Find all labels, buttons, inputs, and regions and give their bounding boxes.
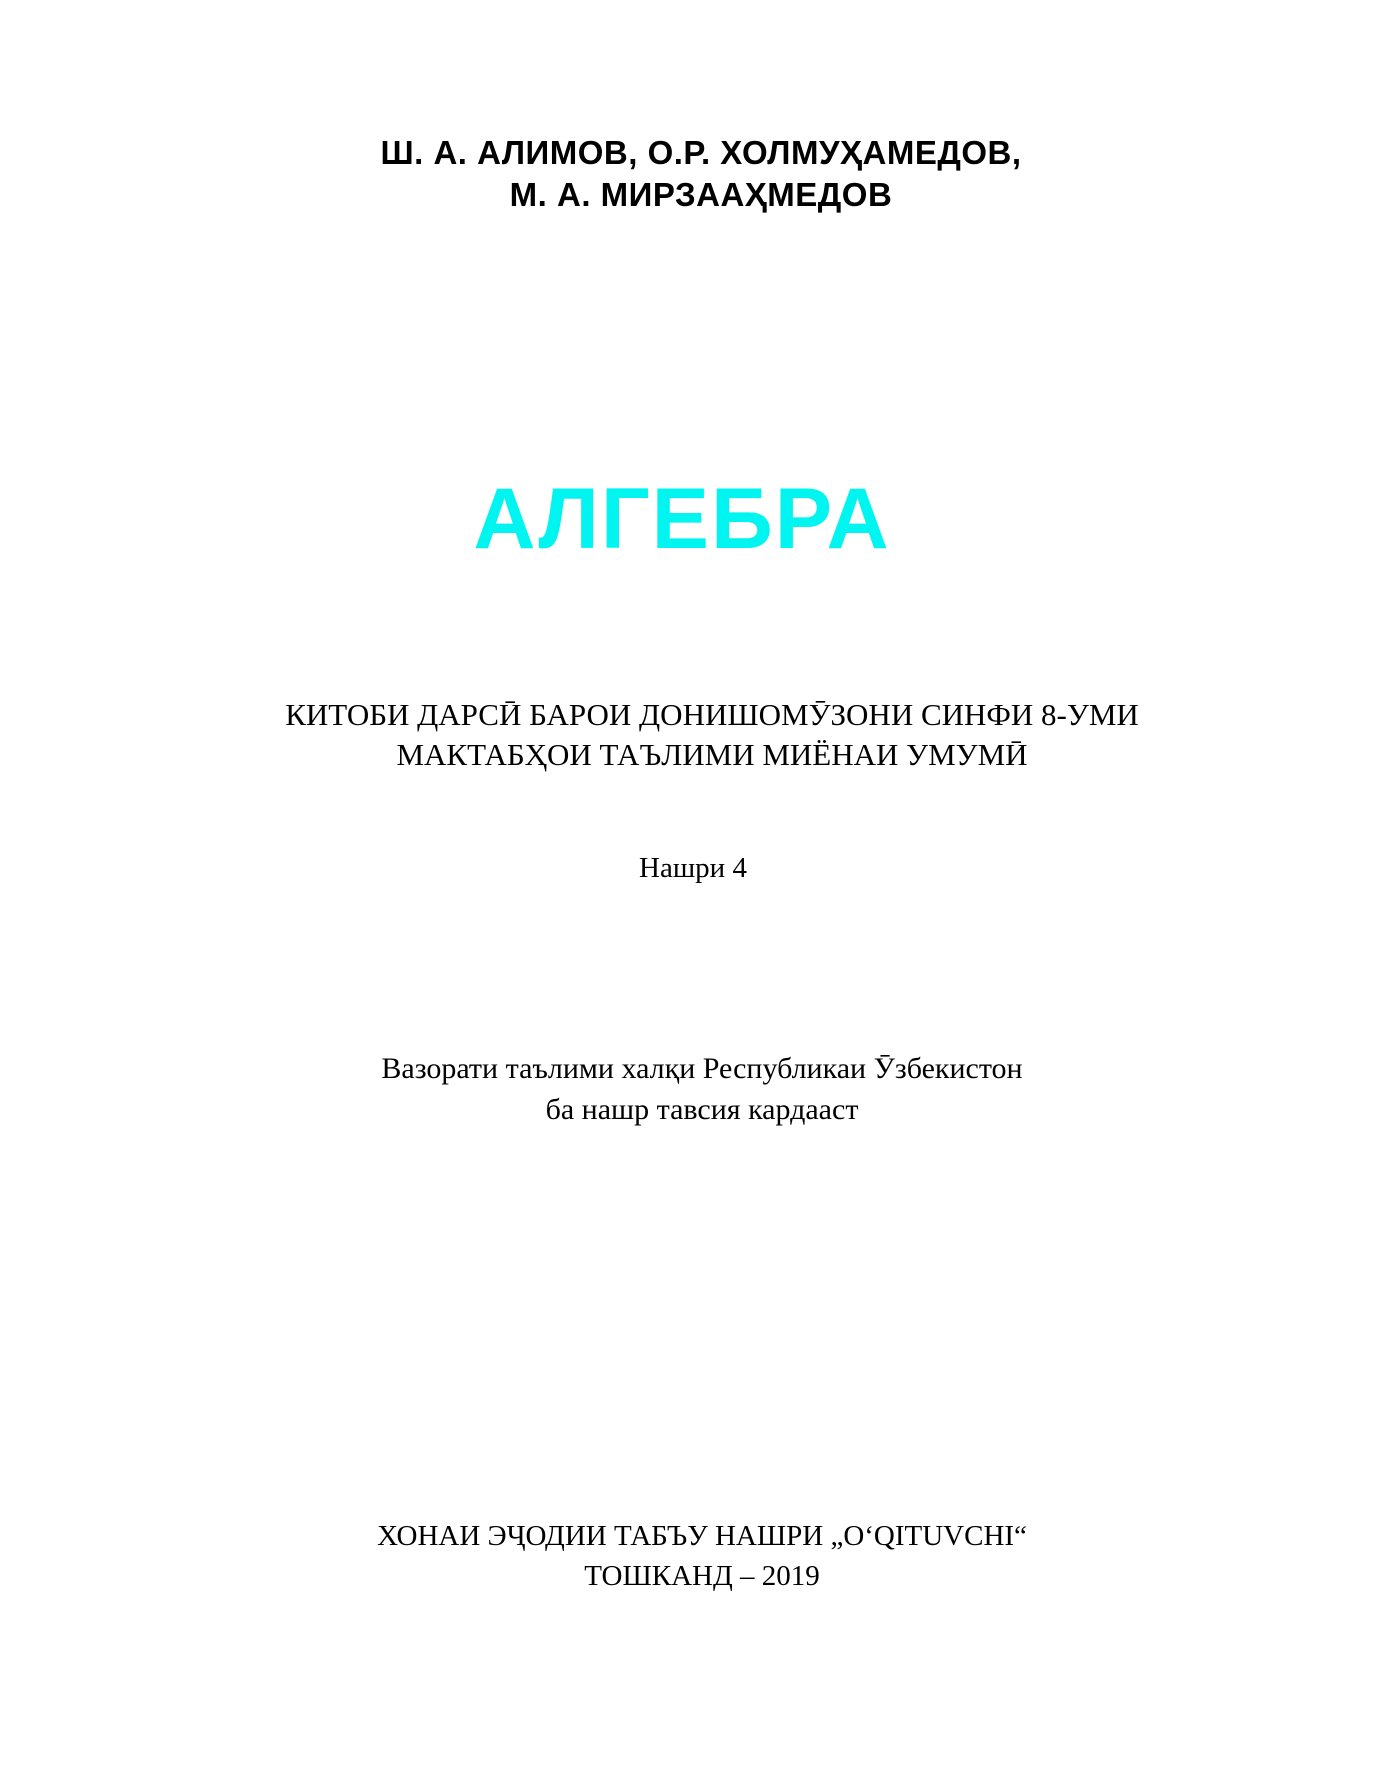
authors-line-1: Ш. А. АЛИМОВ, О.Р. ХОЛМУҲАМЕДОВ, <box>380 134 1022 171</box>
book-title: АЛГЕБРА <box>473 471 891 567</box>
recommendation-line-1: Вазорати таълими халқи Республикаи Ӯзбекистон <box>381 1052 1023 1085</box>
publisher-line-1: ХОНАИ ЭҶОДИИ ТАБЪУ НАШРИ „O‘QITUVCHI“ <box>377 1520 1027 1552</box>
authors-line-2: М. А. МИРЗААҲМЕДОВ <box>509 176 893 213</box>
recommendation-line-2: ба нашр тавсия кардааст <box>545 1093 859 1126</box>
subtitle-line-1: КИТОБИ ДАРСӢ БАРОИ ДОНИШОМӮЗОНИ СИНФИ 8-УМИ <box>285 697 1139 732</box>
subtitle-line-2: МАКТАБҲОИ ТАЪЛИМИ МИЁНАИ УМУМӢ <box>396 737 1028 772</box>
publisher-line-2: ТОШКАНД – 2019 <box>584 1560 820 1592</box>
edition-label: Нашри 4 <box>639 852 747 884</box>
